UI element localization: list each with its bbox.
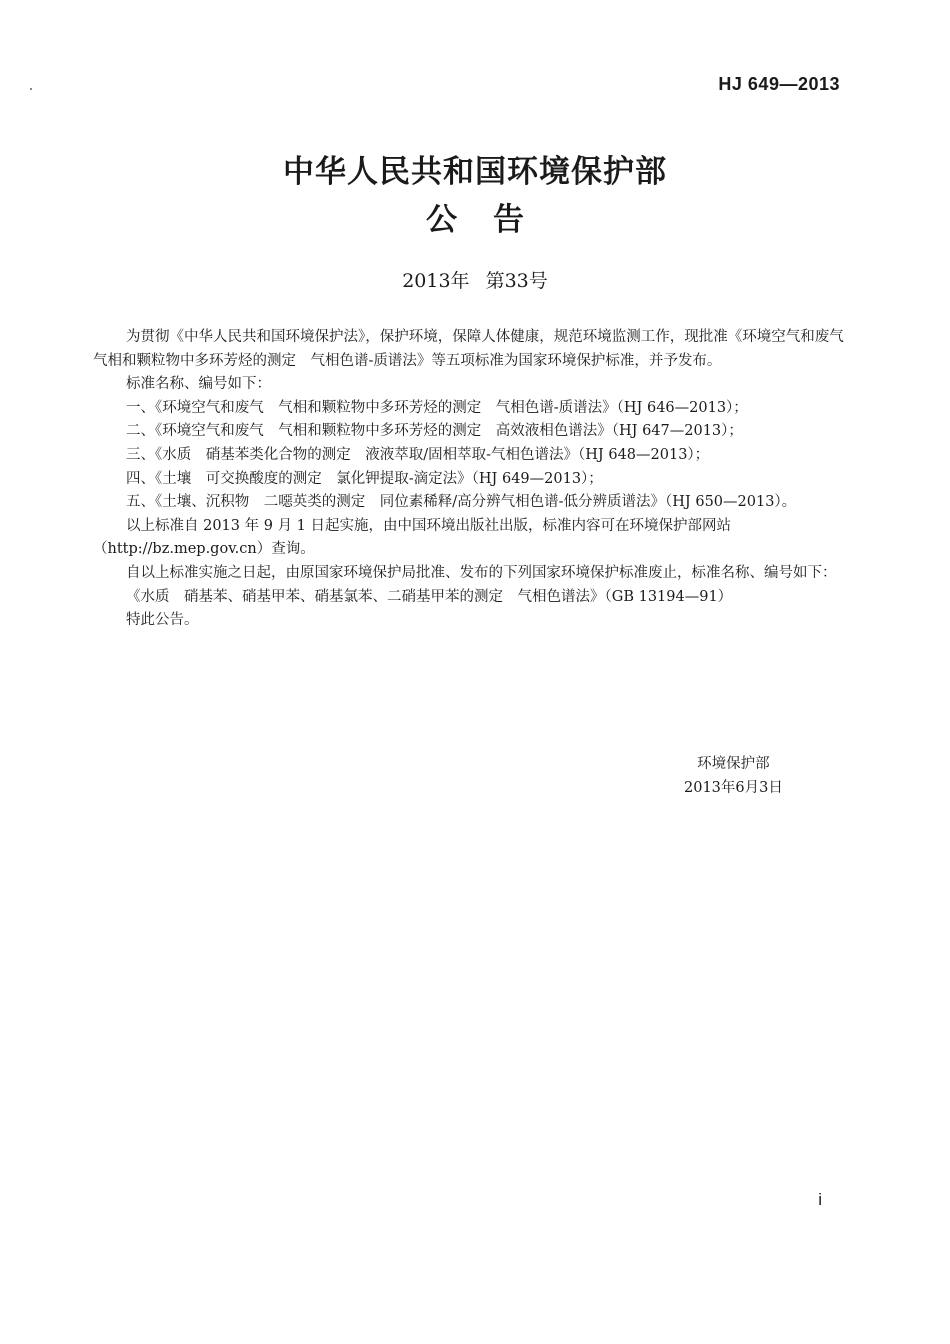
intro-paragraph: 为贯彻《中华人民共和国环境保护法》，保护环境，保障人体健康，规范环境监测工作，现批准《环境空气和废气 气相和颗粒物中多环芳烃的测定 气相色谱-质谱法》等五项标准为国家环境保护标准，并予发布。 bbox=[93, 329, 859, 369]
effective-date-paragraph: 以上标准自 2013 年 9 月 1 日起实施，由中国环境出版社出版，标准内容可在环境保护部网站（http://bz.mep.gov.cn）查询。 bbox=[93, 517, 732, 558]
closing-line: 特此公告。 bbox=[126, 612, 199, 629]
standard-item-2: 二、《环境空气和废气 气相和颗粒物中多环芳烃的测定 高效液相色谱法》（HJ 647—2013）； bbox=[126, 423, 743, 440]
scan-speck bbox=[30, 88, 32, 90]
issuing-authority-title: 中华人民共和国环境保护部 bbox=[283, 154, 667, 190]
standard-item-4: 四、《土壤 可交换酸度的测定 氯化钾提取-滴定法》（HJ 649—2013）； bbox=[126, 470, 603, 487]
announcement-title: 公告 bbox=[426, 202, 560, 238]
announcement-number: 2013年 第33号 bbox=[402, 270, 548, 292]
page-number: i bbox=[818, 1190, 822, 1209]
repeal-paragraph: 自以上标准实施之日起，由原国家环境保护局批准、发布的下列国家环境保护标准废止，标准名称、编号如下： bbox=[126, 564, 837, 581]
standard-item-1: 一、《环境空气和废气 气相和颗粒物中多环芳烃的测定 气相色谱-质谱法》（HJ 646—2013）； bbox=[126, 399, 748, 416]
signing-organization: 环境保护部 bbox=[697, 756, 770, 772]
standard-item-3: 三、《水质 硝基苯类化合物的测定 液液萃取/固相萃取-气相色谱法》（HJ 648—2013）； bbox=[126, 446, 710, 463]
standard-code: HJ 649—2013 bbox=[718, 74, 840, 94]
signing-date: 2013年6月3日 bbox=[684, 780, 783, 796]
signature-block bbox=[684, 752, 783, 800]
announcement-body bbox=[93, 326, 859, 633]
standards-list-heading: 标准名称、编号如下： bbox=[126, 376, 271, 393]
standard-item-5: 五、《土壤、沉积物 二噁英类的测定 同位素稀释/高分辨气相色谱-低分辨质谱法》（HJ 650—2013）。 bbox=[126, 494, 797, 511]
repealed-standard: 《水质 硝基苯、硝基甲苯、硝基氯苯、二硝基甲苯的测定 气相色谱法》（GB 13194—91） bbox=[126, 588, 733, 605]
